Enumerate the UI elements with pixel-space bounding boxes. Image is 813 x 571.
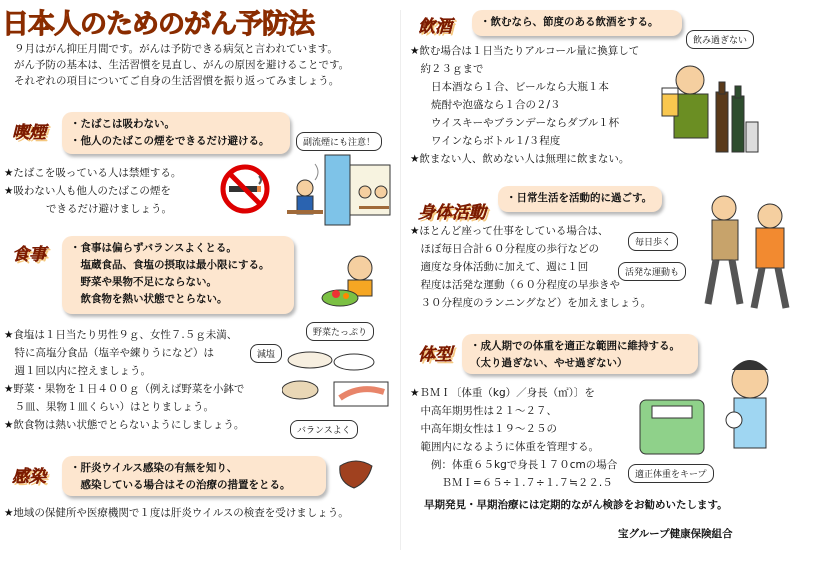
section-label-drinking: 飲酒 <box>418 17 452 37</box>
smoking-bubble: 副流煙にも注意！ <box>296 132 382 151</box>
body-line: 程度は活発な運動（６０分程度の早歩きや <box>410 279 620 291</box>
body-line: ワインならボトル１/３程度 <box>410 135 561 147</box>
scale-person-illustration <box>630 350 790 470</box>
diet-bubble-balance: バランスよく <box>290 420 358 439</box>
body-line: 中高年期男性は２１～２７、 <box>410 405 557 417</box>
activity-bubble-exercise: 活発な運動も <box>618 262 686 281</box>
drinking-points <box>472 10 682 36</box>
body-line: 約２３ｇまで <box>410 63 484 75</box>
diet-points <box>62 236 294 314</box>
body-line: 適度な身体活動に加えて、週に１回 <box>410 261 589 273</box>
point-line: 塩蔵食品、食塩の摂取は最小限にする。 <box>70 259 270 271</box>
section-label-smoking: 喫煙 <box>12 123 46 143</box>
infection-points <box>62 456 326 496</box>
point-line: 野菜や果物不足にならない。 <box>70 276 217 288</box>
point-line: ・飲むなら、節度のある飲酒をする。 <box>480 16 659 28</box>
activity-bubble-walk: 毎日歩く <box>628 232 678 251</box>
body-line: 範囲内になるように体重を管理する。 <box>410 441 599 453</box>
organization-name: 宝グループ健康保険組合 <box>618 528 733 540</box>
body-line: ★飲む場合は１日当たりアルコール量に換算して <box>410 45 640 57</box>
point-line: ・食事は偏らずバランスよくとる。 <box>70 242 237 254</box>
body-line: ★たばこを吸っている人は禁煙する。 <box>4 167 182 179</box>
column-divider <box>400 10 401 550</box>
body-line: ★飲まない人、飲めない人は無理に飲まない。 <box>410 153 630 165</box>
body-line: ★吸わない人も他人のたばこの煙を <box>4 185 171 197</box>
infection-body: ★地域の保健所や医療機関で１度は肝炎ウイルスの検査を受けましょう。 <box>4 507 349 519</box>
section-label-infection: 感染 <box>12 467 46 487</box>
intro-line: それぞれの項目についてご自身の生活習慣を振り返ってみましょう。 <box>14 75 340 87</box>
body-line: 例：体重６５kgで身長１７０cmの場合 <box>410 459 618 471</box>
no-smoking-icon <box>220 164 270 214</box>
body-shape-body <box>410 384 660 492</box>
diet-body <box>4 326 264 434</box>
activity-points <box>498 186 662 212</box>
section-label-activity: 身体活動 <box>418 203 486 223</box>
checkup-recommendation: 早期発見・早期治療には定期的ながん検診をお勧めいたします。 <box>424 499 728 511</box>
body-line: ３０分程度のランニングなど）を加えましょう。 <box>410 297 652 309</box>
body-line: 日本酒なら１合、ビールなら大瓶１本 <box>410 81 609 93</box>
body-line: ★ＢＭＩ〔体重（kg）／身長（㎡）〕を <box>410 387 595 399</box>
smoking-area-illustration <box>285 150 395 230</box>
body-line: ★食塩は１日当たり男性９ｇ、女性７.５ｇ未満、 <box>4 329 238 341</box>
vegetable-person-illustration <box>318 250 388 316</box>
walking-people-illustration <box>696 190 802 316</box>
smoking-body <box>4 164 214 218</box>
drinking-bubble: 飲み過ぎない <box>686 30 754 49</box>
body-line: ★飲食物は熱い状態でとらないようにしましょう。 <box>4 419 245 431</box>
diet-bubble-salt: 減塩 <box>250 344 282 363</box>
body-line: ウイスキーやブランデーならダブル１杯 <box>410 117 620 129</box>
body-line: 週１回以内に控えましょう。 <box>4 365 151 377</box>
point-line: ・日常生活を活動的に過ごす。 <box>506 192 653 204</box>
intro-line: ９月はがん抑圧月間です。がんは予防できる病気と言われています。 <box>14 43 338 55</box>
point-line: 飲食物を熱い状態でとらない。 <box>70 293 228 305</box>
drinking-man-illustration <box>660 52 760 162</box>
activity-body <box>410 222 650 312</box>
section-label-diet: 食事 <box>12 245 46 265</box>
intro-line: がん予防の基本は、生活習慣を見直し、がんの原因を避けることです。 <box>14 59 350 71</box>
point-line: 感染している場合はその治療の措置をとる。 <box>70 479 291 491</box>
body-line: ほぼ毎日合計６０分程度の歩行などの <box>410 243 599 255</box>
body-line: ★野菜・果物を１日４００ｇ（例えば野菜を小鉢で <box>4 383 245 395</box>
intro-text <box>14 41 374 89</box>
section-label-body-shape: 体型 <box>418 345 452 365</box>
body-line: できるだけ避けましょう。 <box>4 203 172 215</box>
point-line: （太り過ぎない、やせ過ぎない） <box>470 357 628 369</box>
point-line: ・成人期での体重を適正な範囲に維持する。 <box>470 340 680 352</box>
page-title: 日本人のためのがん予防法 <box>2 9 314 40</box>
point-line: ・たばこは吸わない。 <box>70 118 175 130</box>
body-line: 特に高塩分食品（塩辛や練りうになど）は <box>4 347 214 359</box>
point-line: ・他人のたばこの煙をできるだけ避ける。 <box>70 135 270 147</box>
point-line: ・肝炎ウイルス感染の有無を知り、 <box>70 462 238 474</box>
liver-icon <box>336 456 376 492</box>
diet-bubble-vegetables: 野菜たっぷり <box>306 322 374 341</box>
body-line: ＢＭＩ=６５÷１.７÷１.７≒２２.５ <box>410 477 613 489</box>
meal-illustration <box>282 344 394 416</box>
body-shape-bubble: 適正体重をキープ <box>628 464 714 483</box>
smoking-points <box>62 112 290 154</box>
body-line: 焼酎や泡盛なら１合の２/３ <box>410 99 561 111</box>
body-line: 中高年期女性は１９～２５の <box>410 423 557 435</box>
body-line: ★ほとんど座って仕事をしている場合は、 <box>410 225 609 237</box>
body-line: ５皿、果物１皿くらい）はとりましょう。 <box>4 401 214 413</box>
drinking-body <box>410 42 660 168</box>
